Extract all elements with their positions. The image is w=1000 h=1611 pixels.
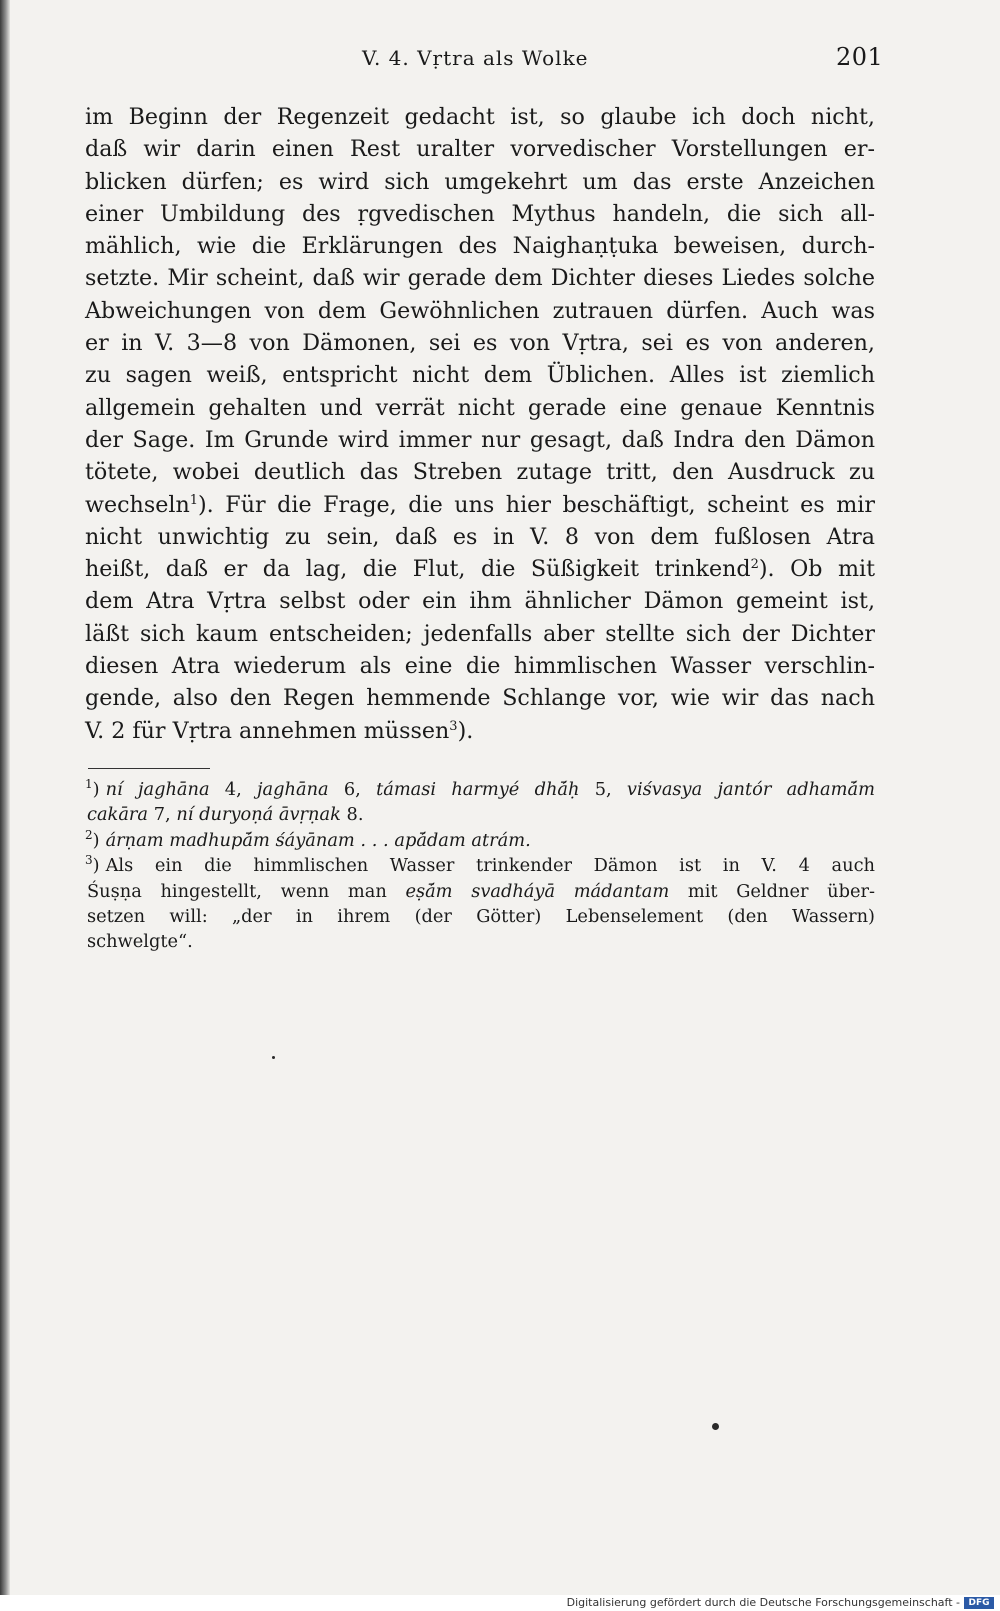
text-line: blicken dürfen; es wird sich umgekehrt um das erste Anzeichen (85, 168, 875, 195)
text-line: zu sagen weiß, entspricht nicht dem Üblichen. Alles ist ziemlich (85, 362, 875, 389)
text-segment: V. 2 für Vṛtra annehmen müssen (85, 717, 450, 744)
page-binding-edge (0, 0, 10, 1595)
running-title: V. 4. Vṛtra als Wolke (362, 46, 589, 70)
text-line: dem Atra Vṛtra selbst oder ein ihm ähnlicher Dämon gemeint ist, (85, 588, 875, 615)
text-line (85, 489, 875, 521)
footnote-1-line: cakāra 7, ní duryoṇá āvṛṇak 8. (87, 804, 364, 826)
text-segment: heißt, daß er da lag, die Flut, die Süßigkeit trinkend (85, 556, 751, 583)
text-line: Abweichungen von dem Gewöhnlichen zutrauen dürfen. Auch was (85, 297, 875, 324)
main-text (85, 101, 875, 747)
text-line: gende, also den Regen hemmende Schlange vor, wie wir das nach (85, 685, 875, 712)
footnote-1-line: $^1$) ní jaghāna 4, jaghāna 6, támasi harmyé dhā́ḥ 5, viśvasya jantór adhamā́m (85, 777, 875, 802)
footnote-ref: 1 (189, 492, 199, 508)
footnote-marker: $^3$) (85, 853, 100, 877)
text-segment: ). Ob mit (758, 556, 876, 583)
digitization-footer (0, 1595, 1000, 1611)
digitization-credit: Digitalisierung gefördert durch die Deutsche Forschungsgemeinschaft - (566, 1596, 960, 1609)
text-line: nicht unwichtig zu sein, daß es in V. 8 von dem fußlosen Atra (85, 523, 875, 550)
text-line: läßt sich kaum entscheiden; jedenfalls aber stellte sich der Dichter (85, 620, 875, 647)
text-line: einer Umbildung des ṛgvedischen Mythus handeln, die sich all- (85, 200, 875, 227)
footnote-3-line: Śuṣṇa hingestellt, wenn man eṣā́m svadháyā mádantam mit Geldner über- (87, 880, 875, 902)
text-line: diesen Atra wiederum als eine die himmlischen Wasser verschlin- (85, 653, 875, 680)
footnote-3-line: setzen will: „der in ihrem (der Götter) Lebenselement (den Wassern) (87, 905, 875, 927)
footnote-marker: $^2$) (85, 827, 100, 851)
text-segment: ). Für die Frage, die uns hier beschäftigt, scheint es mir (198, 491, 875, 518)
text-segment: ). (457, 717, 474, 744)
page-number: 201 (836, 43, 884, 71)
footnote-3-line: schwelgte“. (87, 931, 193, 953)
scan-speck (712, 1423, 719, 1430)
text-line: setzte. Mir scheint, daß wir gerade dem Dichter dieses Liedes solche (85, 265, 875, 292)
footnote-rule (88, 768, 210, 769)
footnotes (85, 777, 875, 955)
text-line: mählich, wie die Erklärungen des Naighaṇṭuka beweisen, durch- (85, 233, 875, 260)
text-line: er in V. 3—8 von Dämonen, sei es von Vṛtra, sei es von anderen, (85, 330, 875, 357)
text-line: im Beginn der Regenzeit gedacht ist, so glaube ich doch nicht, (85, 104, 875, 130)
footnote-ref: 2 (750, 557, 759, 573)
footnote-ref: 3 (449, 718, 458, 734)
text-line: der Sage. Im Grunde wird immer nur gesagt, daß Indra den Dämon (85, 426, 875, 453)
text-line: tötete, wobei deutlich das Streben zutage tritt, den Ausdruck zu (85, 459, 875, 486)
scan-speck (272, 1056, 275, 1059)
text-line (85, 715, 875, 747)
footnote-marker: $^1$) (85, 777, 100, 800)
footnote-2-line: $^2$) árṇam madhupā́m śáyānam . . . apā́dam atrám. (85, 828, 875, 853)
text-line: daß wir darin einen Rest uralter vorvedischer Vorstellungen er- (85, 136, 875, 163)
text-line: allgemein gehalten und verrät nicht gerade eine genaue Kenntnis (85, 394, 875, 421)
text-segment: wechseln (85, 491, 190, 518)
dfg-logo: DFG (964, 1597, 994, 1609)
text-line (85, 553, 875, 585)
footnote-3-line: $^3$) Als ein die himmlischen Wasser trinkender Dämon ist in V. 4 auch (85, 853, 875, 878)
running-header (0, 40, 1000, 80)
